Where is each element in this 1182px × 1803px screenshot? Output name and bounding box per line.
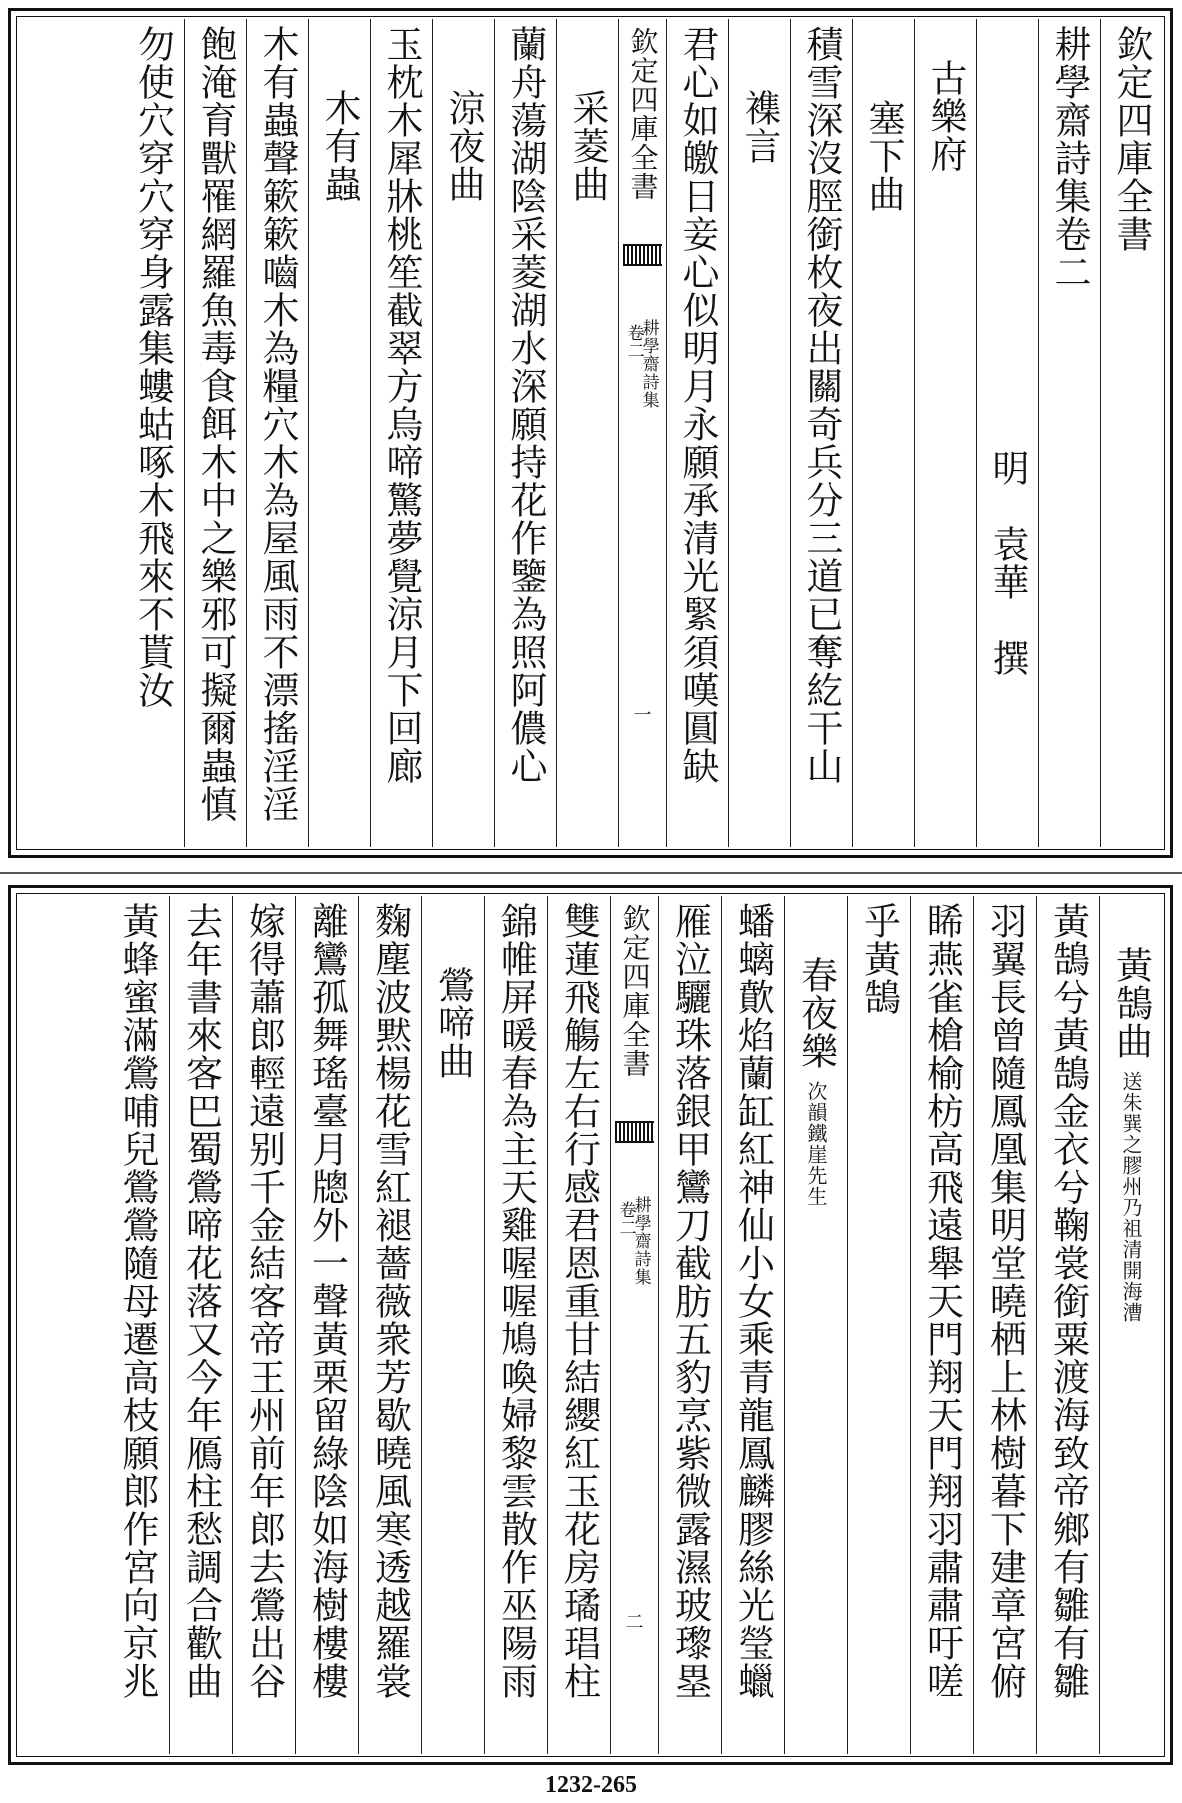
top-page bbox=[8, 8, 1173, 858]
column-text: 采菱曲 bbox=[566, 89, 609, 203]
text-column bbox=[1038, 19, 1100, 847]
text-column bbox=[494, 19, 556, 847]
text-column bbox=[973, 896, 1036, 1754]
bottom-page bbox=[8, 885, 1173, 1765]
text-column bbox=[556, 19, 618, 847]
text-column bbox=[976, 19, 1038, 847]
column-text: 襍言 bbox=[738, 89, 781, 165]
top-columns bbox=[19, 19, 1162, 847]
column-note: 送朱巽之膠州乃祖清開海漕 bbox=[1119, 1071, 1143, 1323]
column-text: 睎燕雀槍榆枋高飛遠舉天門翔天門翔羽肅肅吁嗟 bbox=[920, 902, 964, 1700]
column-text: 蟠螭歕焰蘭缸紅神仙小女乘青龍鳳麟膠絲光瑩蠟 bbox=[731, 902, 775, 1700]
column-note: 次韻鐵崖先生 bbox=[804, 1081, 828, 1207]
text-column bbox=[784, 896, 847, 1754]
fold-book-title: 耕學齋詩集 bbox=[630, 1196, 651, 1286]
column-text: 錦帷屏暖春為主天雞喔喔鳩喚婦黎雲散作巫陽雨 bbox=[494, 902, 538, 1700]
text-column bbox=[184, 19, 246, 847]
column-text: 雙蓮飛觴左右行感君恩重甘結纓紅玉花房璚琩柱 bbox=[557, 902, 601, 1700]
column-text: 離鸞孤舞瑤臺月牕外一聲黃栗留綠陰如海樹樓樓 bbox=[305, 902, 349, 1700]
text-column bbox=[308, 19, 370, 847]
page-separator bbox=[0, 872, 1182, 874]
column-text: 古樂府 bbox=[924, 59, 967, 173]
column-text: 嫁得蕭郎輕遠别千金結客帝王州前年郎去鶯出谷 bbox=[242, 902, 286, 1700]
text-column bbox=[106, 896, 169, 1754]
text-column bbox=[666, 19, 728, 847]
text-column bbox=[1036, 896, 1099, 1754]
fish-tail-mark bbox=[615, 1121, 654, 1143]
text-column bbox=[370, 19, 432, 847]
text-column bbox=[246, 19, 308, 847]
bottom-columns bbox=[19, 896, 1162, 1754]
column-text: 黃鵠曲 bbox=[1109, 946, 1153, 1060]
column-text: 羽翼長曾隨鳳凰集明堂曉栖上林樹暮下建章宮俯 bbox=[983, 902, 1027, 1700]
column-text: 玉枕木犀牀桃笙截翠方烏啼驚夢覺涼月下回廊 bbox=[380, 25, 423, 785]
fold-title: 欽定四庫全書 bbox=[618, 904, 652, 1078]
column-text: 涼夜曲 bbox=[442, 89, 485, 203]
column-text: 木有蟲 bbox=[318, 89, 361, 203]
text-column bbox=[232, 896, 295, 1754]
fold-title: 欽定四庫全書 bbox=[626, 27, 660, 201]
column-text: 飽淹育獸罹網羅魚毒食餌木中之樂邪可擬爾蟲慎 bbox=[194, 25, 237, 823]
column-text: 麴塵波黙楊花雪紅褪薔薇衆芳歇曉風寒透越羅裳 bbox=[368, 902, 412, 1700]
column-text: 勿使穴穿穴穿身露集螻蛄啄木飛來不貰汝 bbox=[131, 25, 175, 709]
column-text: 鶯啼曲 bbox=[431, 966, 475, 1080]
text-column bbox=[421, 896, 484, 1754]
text-column bbox=[484, 896, 547, 1754]
column-text: 欽定四庫全書 bbox=[1110, 25, 1153, 253]
fish-tail-mark bbox=[623, 244, 662, 266]
text-column bbox=[790, 19, 852, 847]
fold-volume: 卷二 bbox=[623, 324, 644, 360]
fold-page-number: 二 bbox=[625, 1612, 644, 1633]
text-column bbox=[658, 896, 721, 1754]
page-footer-number: 1232-265 bbox=[545, 1772, 637, 1798]
text-column bbox=[122, 19, 184, 847]
fold-book-title: 耕學齋詩集 bbox=[638, 319, 659, 409]
column-text: 塞下曲 bbox=[862, 99, 905, 213]
center-fold-column bbox=[618, 19, 666, 847]
text-column bbox=[358, 896, 421, 1754]
center-fold-column bbox=[610, 896, 658, 1754]
column-text: 君心如皦日妾心似明月永願承清光緊須嘆圓缺 bbox=[676, 25, 719, 785]
text-column bbox=[432, 19, 494, 847]
column-text: 耕學齋詩集卷二 bbox=[1048, 25, 1091, 291]
text-column bbox=[1099, 896, 1162, 1754]
column-text: 黃鵠兮黃鵠金衣兮鞠裳銜粟渡海致帝鄉有雛有雛 bbox=[1046, 902, 1090, 1700]
text-column bbox=[728, 19, 790, 847]
column-text: 蘭舟蕩湖陰采菱湖水深願持花作鑒為照阿儂心 bbox=[504, 25, 547, 785]
text-column bbox=[547, 896, 610, 1754]
column-text: 乎黃鵠 bbox=[857, 902, 901, 1016]
fold-volume: 卷二 bbox=[615, 1201, 636, 1237]
text-column bbox=[847, 896, 910, 1754]
text-column bbox=[914, 19, 976, 847]
fold-page-number: 一 bbox=[633, 705, 652, 726]
text-column bbox=[852, 19, 914, 847]
column-text: 黃蜂蜜滿鶯哺兒鶯鶯隨母遷高枝願郎作宮向京兆 bbox=[116, 902, 159, 1700]
column-text: 去年書來客巴蜀鶯啼花落又今年鴈柱愁調合歡曲 bbox=[179, 902, 223, 1700]
text-column bbox=[169, 896, 232, 1754]
column-text: 積雪深沒脛銜枚夜出關奇兵分三道已奪紇干山 bbox=[800, 25, 843, 785]
column-text: 明 袁華 撰 bbox=[986, 449, 1029, 677]
column-text: 木有蟲聲簌簌嚙木為糧穴木為屋風雨不漂搖淫淫 bbox=[256, 25, 299, 823]
text-column bbox=[721, 896, 784, 1754]
text-column bbox=[295, 896, 358, 1754]
column-text: 春夜樂 bbox=[794, 956, 838, 1070]
text-column bbox=[1100, 19, 1162, 847]
text-column bbox=[910, 896, 973, 1754]
column-text: 雁泣驪珠落銀甲鸞刀截肪五豹烹紫微露濕玻瓈塁 bbox=[668, 902, 712, 1700]
